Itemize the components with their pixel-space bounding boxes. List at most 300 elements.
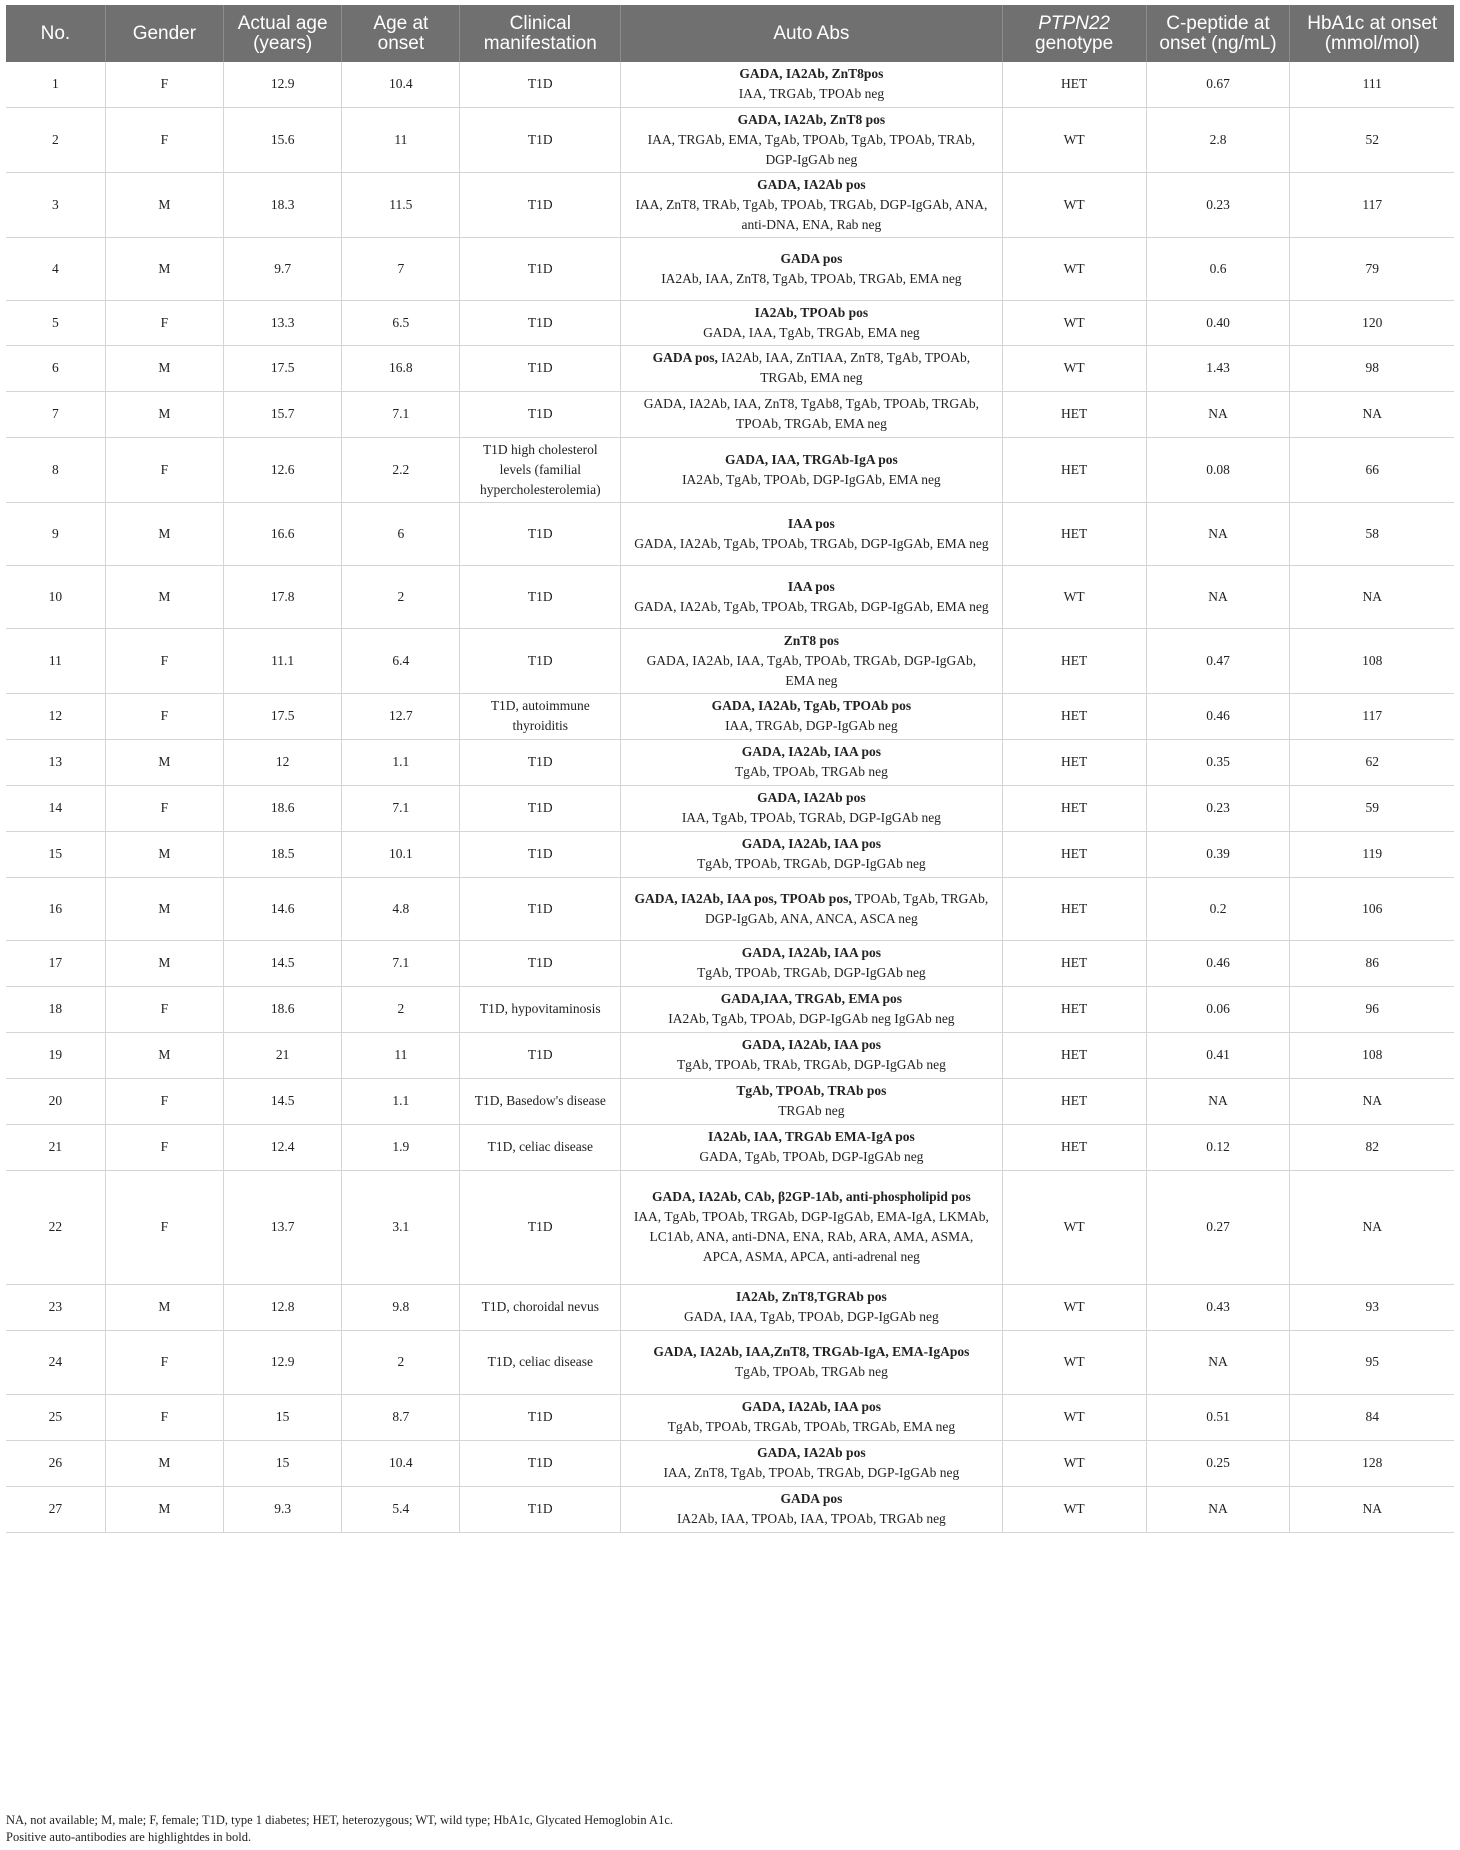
header-clinical-manifestation xyxy=(460,5,621,62)
cell-hba1c: 106 xyxy=(1290,877,1454,940)
cell-actual-age: 15.7 xyxy=(224,391,342,437)
header-auto-abs-line1: Auto Abs xyxy=(773,22,850,44)
header-actual-age-line1: Actual age xyxy=(237,12,328,34)
cell-actual-age: 15 xyxy=(224,1440,342,1486)
cell-c-peptide: 0.39 xyxy=(1146,831,1290,877)
cell-auto-abs xyxy=(621,107,1003,172)
header-no-line1: No. xyxy=(40,22,71,44)
auto-abs-positive: GADA, IA2Ab, IAA pos xyxy=(741,1399,881,1414)
table-row xyxy=(6,986,1454,1032)
cell-auto-abs xyxy=(621,785,1003,831)
cell-no: 22 xyxy=(6,1170,105,1284)
cell-actual-age: 12.9 xyxy=(224,1330,342,1394)
table-footnotes xyxy=(6,1812,1446,1846)
cell-hba1c: 108 xyxy=(1290,628,1454,693)
cell-gender: F xyxy=(105,628,223,693)
cell-age-at-onset: 7.1 xyxy=(342,940,460,986)
table-row xyxy=(6,1330,1454,1394)
cell-clinical-manifestation: T1D, celiac disease xyxy=(460,1330,621,1394)
cell-auto-abs xyxy=(621,1124,1003,1170)
cell-age-at-onset: 1.1 xyxy=(342,1078,460,1124)
auto-abs-negative: IA2Ab, TgAb, TPOAb, DGP-IgGAb, EMA neg xyxy=(682,471,941,487)
auto-abs-positive: GADA, IA2Ab pos xyxy=(757,790,866,805)
cell-age-at-onset: 5.4 xyxy=(342,1486,460,1532)
cell-ptpn22-genotype: WT xyxy=(1002,1284,1146,1330)
header-ptpn22-genotype-line2: genotype xyxy=(1035,32,1114,54)
auto-abs-negative: IA2Ab, IAA, ZnT8, TgAb, TPOAb, TRGAb, EMA neg xyxy=(661,270,962,286)
cell-hba1c: 58 xyxy=(1290,502,1454,565)
cell-no: 8 xyxy=(6,437,105,502)
cell-hba1c: 117 xyxy=(1290,693,1454,739)
cell-age-at-onset: 6.5 xyxy=(342,300,460,345)
cell-auto-abs xyxy=(621,1330,1003,1394)
cell-c-peptide: 0.08 xyxy=(1146,437,1290,502)
cell-gender: F xyxy=(105,1078,223,1124)
table-row xyxy=(6,877,1454,940)
cell-gender: F xyxy=(105,785,223,831)
cell-clinical-manifestation: T1D xyxy=(460,628,621,693)
cell-no: 21 xyxy=(6,1124,105,1170)
cell-gender: M xyxy=(105,739,223,785)
cell-clinical-manifestation: T1D xyxy=(460,1486,621,1532)
cell-ptpn22-genotype: WT xyxy=(1002,1170,1146,1284)
header-age-at-onset-line2: onset xyxy=(377,32,425,54)
cell-actual-age: 14.5 xyxy=(224,940,342,986)
auto-abs-positive: TPOAb pos, xyxy=(780,890,852,906)
cell-clinical-manifestation: T1D xyxy=(460,565,621,628)
cell-clinical-manifestation: T1D xyxy=(460,502,621,565)
auto-abs-positive: IAA pos xyxy=(787,515,835,531)
auto-abs-positive: GADA, IA2Ab, IAA pos xyxy=(741,836,881,851)
auto-abs-positive: GADA, IAA, TRGAb-IgA pos xyxy=(725,451,898,467)
cell-no: 14 xyxy=(6,785,105,831)
cell-auto-abs xyxy=(621,986,1003,1032)
cell-ptpn22-genotype: HET xyxy=(1002,986,1146,1032)
auto-abs-positive: TgAb, TPOAb, TRAb pos xyxy=(736,1083,887,1098)
cell-auto-abs xyxy=(621,502,1003,565)
auto-abs-positive: GADA, IA2Ab, ZnT8 pos xyxy=(737,111,886,127)
auto-abs-negative: GADA, TgAb, TPOAb, DGP-IgGAb neg xyxy=(699,1149,924,1164)
cell-hba1c: 108 xyxy=(1290,1032,1454,1078)
cell-actual-age: 13.7 xyxy=(224,1170,342,1284)
cell-gender: M xyxy=(105,237,223,300)
cell-hba1c: 98 xyxy=(1290,345,1454,391)
cell-hba1c: 86 xyxy=(1290,940,1454,986)
cell-age-at-onset: 10.1 xyxy=(342,831,460,877)
cell-clinical-manifestation: T1D xyxy=(460,237,621,300)
auto-abs-positive: GADA, IA2Ab, IAA,ZnT8, TRGAb-IgA, EMA-IgApos xyxy=(653,1344,970,1359)
cell-age-at-onset: 2 xyxy=(342,565,460,628)
cell-no: 6 xyxy=(6,345,105,391)
cell-hba1c: 120 xyxy=(1290,300,1454,345)
auto-abs-positive: GADA, IA2Ab, IAA pos, xyxy=(634,890,778,906)
table-row xyxy=(6,565,1454,628)
cell-hba1c: NA xyxy=(1290,391,1454,437)
auto-abs-negative: TgAb, TPOAb, TRGAb neg xyxy=(734,764,888,779)
cell-hba1c: 59 xyxy=(1290,785,1454,831)
cell-ptpn22-genotype: WT xyxy=(1002,107,1146,172)
auto-abs-negative: GADA, IA2Ab, TgAb, TPOAb, TRGAb, DGP-IgGAb, EMA neg xyxy=(634,598,989,614)
cell-ptpn22-genotype: WT xyxy=(1002,1330,1146,1394)
cell-no: 25 xyxy=(6,1394,105,1440)
cell-c-peptide: 0.25 xyxy=(1146,1440,1290,1486)
cell-actual-age: 17.5 xyxy=(224,693,342,739)
cell-auto-abs xyxy=(621,437,1003,502)
cell-c-peptide: 0.12 xyxy=(1146,1124,1290,1170)
table-row xyxy=(6,1440,1454,1486)
cell-auto-abs xyxy=(621,300,1003,345)
auto-abs-positive: GADA, IA2Ab, IAA pos xyxy=(741,744,881,759)
cell-hba1c: 79 xyxy=(1290,237,1454,300)
cell-no: 3 xyxy=(6,172,105,237)
cell-ptpn22-genotype: HET xyxy=(1002,437,1146,502)
cell-auto-abs xyxy=(621,345,1003,391)
cell-c-peptide: 0.2 xyxy=(1146,877,1290,940)
header-clinical-manifestation-line1: Clinical xyxy=(509,12,571,34)
cell-actual-age: 12.4 xyxy=(224,1124,342,1170)
cell-actual-age: 12.9 xyxy=(224,62,342,107)
cell-clinical-manifestation: T1D xyxy=(460,1394,621,1440)
cell-hba1c: 117 xyxy=(1290,172,1454,237)
cell-auto-abs xyxy=(621,1170,1003,1284)
table-row xyxy=(6,785,1454,831)
cell-auto-abs xyxy=(621,831,1003,877)
cell-c-peptide: 0.06 xyxy=(1146,986,1290,1032)
cell-actual-age: 14.6 xyxy=(224,877,342,940)
cell-no: 10 xyxy=(6,565,105,628)
cell-ptpn22-genotype: WT xyxy=(1002,172,1146,237)
cell-no: 11 xyxy=(6,628,105,693)
auto-abs-positive: GADA pos xyxy=(780,250,843,266)
cell-c-peptide: 0.27 xyxy=(1146,1170,1290,1284)
table-row xyxy=(6,237,1454,300)
cell-auto-abs xyxy=(621,1486,1003,1532)
cell-ptpn22-genotype: HET xyxy=(1002,739,1146,785)
cell-gender: M xyxy=(105,172,223,237)
header-gender xyxy=(105,5,223,62)
auto-abs-negative: IAA, ZnT8, TgAb, TPOAb, TRGAb, DGP-IgGAb neg xyxy=(663,1465,960,1480)
cell-no: 5 xyxy=(6,300,105,345)
cell-hba1c: 111 xyxy=(1290,62,1454,107)
cell-c-peptide: 0.46 xyxy=(1146,940,1290,986)
auto-abs-positive: IA2Ab, IAA, TRGAb EMA-IgA pos xyxy=(707,1129,915,1144)
cell-ptpn22-genotype: HET xyxy=(1002,62,1146,107)
cell-actual-age: 18.5 xyxy=(224,831,342,877)
auto-abs-negative: GADA, IA2Ab, IAA, ZnT8, TgAb8, TgAb, TPOAb, TRGAb, TPOAb, TRGAb, EMA neg xyxy=(643,396,980,431)
auto-abs-positive: GADA pos, xyxy=(652,350,718,365)
cell-c-peptide: 0.47 xyxy=(1146,628,1290,693)
cell-actual-age: 18.3 xyxy=(224,172,342,237)
footnote-bold-note: Positive auto-antibodies are highlightdes in bold. xyxy=(6,1830,252,1844)
cell-auto-abs xyxy=(621,172,1003,237)
cell-c-peptide: 0.43 xyxy=(1146,1284,1290,1330)
cell-auto-abs xyxy=(621,237,1003,300)
cell-age-at-onset: 4.8 xyxy=(342,877,460,940)
cell-c-peptide: 0.23 xyxy=(1146,172,1290,237)
cell-ptpn22-genotype: WT xyxy=(1002,300,1146,345)
cell-gender: F xyxy=(105,693,223,739)
cell-ptpn22-genotype: HET xyxy=(1002,940,1146,986)
cell-gender: M xyxy=(105,940,223,986)
cell-clinical-manifestation: T1D, Basedow's disease xyxy=(460,1078,621,1124)
cell-clinical-manifestation: T1D xyxy=(460,300,621,345)
table-row xyxy=(6,1394,1454,1440)
cell-hba1c: NA xyxy=(1290,1078,1454,1124)
auto-abs-negative: IAA, TgAb, TPOAb, TGRAb, DGP-IgGAb neg xyxy=(681,810,941,825)
auto-abs-positive: GADA, IA2Ab pos xyxy=(757,1445,866,1460)
header-actual-age-line2: (years) xyxy=(253,32,313,54)
cell-actual-age: 14.5 xyxy=(224,1078,342,1124)
cell-no: 19 xyxy=(6,1032,105,1078)
auto-abs-negative: GADA, IA2Ab, TgAb, TPOAb, TRGAb, DGP-IgGAb, EMA neg xyxy=(634,535,989,551)
cell-actual-age: 15 xyxy=(224,1394,342,1440)
table-row xyxy=(6,62,1454,107)
cell-gender: F xyxy=(105,1170,223,1284)
cell-age-at-onset: 1.9 xyxy=(342,1124,460,1170)
table-container xyxy=(6,5,1454,1533)
table-row xyxy=(6,628,1454,693)
cell-age-at-onset: 11 xyxy=(342,107,460,172)
cell-auto-abs xyxy=(621,739,1003,785)
cell-age-at-onset: 7.1 xyxy=(342,785,460,831)
cell-hba1c: 52 xyxy=(1290,107,1454,172)
cell-gender: M xyxy=(105,1032,223,1078)
cell-hba1c: 66 xyxy=(1290,437,1454,502)
header-ptpn22-genotype xyxy=(1002,5,1146,62)
cell-clinical-manifestation: T1D xyxy=(460,785,621,831)
table-row xyxy=(6,1078,1454,1124)
cell-c-peptide: 0.67 xyxy=(1146,62,1290,107)
auto-abs-negative: TgAb, TPOAb, TRAb, TRGAb, DGP-IgGAb neg xyxy=(676,1057,946,1072)
header-clinical-manifestation-line2: manifestation xyxy=(483,32,597,54)
cell-hba1c: 84 xyxy=(1290,1394,1454,1440)
cell-gender: M xyxy=(105,345,223,391)
header-hba1c-line1: HbA1c at onset xyxy=(1307,12,1438,34)
cell-gender: F xyxy=(105,1124,223,1170)
cell-age-at-onset: 11.5 xyxy=(342,172,460,237)
cell-gender: M xyxy=(105,1486,223,1532)
auto-abs-negative: TgAb, TPOAb, TRGAb neg xyxy=(734,1364,888,1379)
cell-age-at-onset: 1.1 xyxy=(342,739,460,785)
cell-clinical-manifestation: T1D high cholesterol levels (familial hypercholesterolemia) xyxy=(460,437,621,502)
auto-abs-positive: IA2Ab, ZnT8,TGRAb pos xyxy=(735,1289,887,1304)
cell-ptpn22-genotype: HET xyxy=(1002,785,1146,831)
cell-hba1c: NA xyxy=(1290,565,1454,628)
cell-auto-abs xyxy=(621,1078,1003,1124)
cell-c-peptide: 0.41 xyxy=(1146,1032,1290,1078)
cell-clinical-manifestation: T1D xyxy=(460,739,621,785)
cell-actual-age: 13.3 xyxy=(224,300,342,345)
cell-ptpn22-genotype: WT xyxy=(1002,345,1146,391)
cell-hba1c: 128 xyxy=(1290,1440,1454,1486)
table-row xyxy=(6,345,1454,391)
auto-abs-negative: GADA, IAA, TgAb, TPOAb, DGP-IgGAb neg xyxy=(683,1309,939,1324)
table-row xyxy=(6,1124,1454,1170)
auto-abs-negative: IAA, TRGAb, EMA, TgAb, TPOAb, TgAb, TPOAb, TRAb, DGP-IgGAb neg xyxy=(647,131,976,167)
cell-clinical-manifestation: T1D, autoimmune thyroiditis xyxy=(460,693,621,739)
cell-c-peptide: NA xyxy=(1146,1078,1290,1124)
cell-auto-abs xyxy=(621,565,1003,628)
header-c-peptide xyxy=(1146,5,1290,62)
cell-gender: M xyxy=(105,565,223,628)
cell-actual-age: 12 xyxy=(224,739,342,785)
header-actual-age xyxy=(224,5,342,62)
cell-hba1c: 119 xyxy=(1290,831,1454,877)
cell-ptpn22-genotype: HET xyxy=(1002,831,1146,877)
cell-c-peptide: 0.35 xyxy=(1146,739,1290,785)
cell-c-peptide: NA xyxy=(1146,391,1290,437)
auto-abs-positive: GADA, IA2Ab, IAA pos xyxy=(741,1037,881,1052)
cell-ptpn22-genotype: HET xyxy=(1002,391,1146,437)
table-row xyxy=(6,437,1454,502)
cell-ptpn22-genotype: WT xyxy=(1002,565,1146,628)
cell-clinical-manifestation: T1D, celiac disease xyxy=(460,1124,621,1170)
cell-age-at-onset: 9.8 xyxy=(342,1284,460,1330)
cell-no: 23 xyxy=(6,1284,105,1330)
cell-no: 18 xyxy=(6,986,105,1032)
cell-no: 7 xyxy=(6,391,105,437)
cell-hba1c: 93 xyxy=(1290,1284,1454,1330)
cell-auto-abs xyxy=(621,693,1003,739)
cell-gender: M xyxy=(105,877,223,940)
cell-auto-abs xyxy=(621,940,1003,986)
auto-abs-positive: GADA, IA2Ab, CAb, β2GP-1Ab, anti-phospholipid pos xyxy=(651,1189,971,1204)
cell-age-at-onset: 2 xyxy=(342,1330,460,1394)
cell-actual-age: 11.1 xyxy=(224,628,342,693)
cell-gender: M xyxy=(105,391,223,437)
cell-ptpn22-genotype: HET xyxy=(1002,1078,1146,1124)
cell-gender: M xyxy=(105,1284,223,1330)
cell-c-peptide: NA xyxy=(1146,1486,1290,1532)
auto-abs-positive: GADA, IA2Ab, TgAb, TPOAb pos xyxy=(711,698,912,713)
cell-auto-abs xyxy=(621,628,1003,693)
cell-c-peptide: 1.43 xyxy=(1146,345,1290,391)
auto-abs-negative: TgAb, TPOAb, TRGAb, DGP-IgGAb neg xyxy=(697,856,926,871)
cell-ptpn22-genotype: HET xyxy=(1002,1032,1146,1078)
cell-hba1c: 82 xyxy=(1290,1124,1454,1170)
table-header-row xyxy=(6,5,1454,62)
cell-c-peptide: 0.23 xyxy=(1146,785,1290,831)
auto-abs-positive: ZnT8 pos xyxy=(783,632,839,648)
cell-c-peptide: NA xyxy=(1146,1330,1290,1394)
cell-no: 4 xyxy=(6,237,105,300)
table-row xyxy=(6,831,1454,877)
cell-clinical-manifestation: T1D xyxy=(460,940,621,986)
auto-abs-negative: IAA, TgAb, TPOAb, TRGAb, DGP-IgGAb, EMA-IgA, LKMAb, LC1Ab, ANA, anti-DNA, ENA, RAb, ARA, AMA, ASMA, APCA, ASMA, APCA, anti-adrenal neg xyxy=(633,1209,989,1264)
header-hba1c xyxy=(1290,5,1454,62)
auto-abs-positive: IAA pos xyxy=(787,578,835,594)
cell-no: 2 xyxy=(6,107,105,172)
cell-gender: F xyxy=(105,107,223,172)
cell-clinical-manifestation: T1D xyxy=(460,62,621,107)
auto-abs-negative: GADA, IA2Ab, IAA, TgAb, TPOAb, TRGAb, DGP-IgGAb, EMA neg xyxy=(646,652,977,688)
cell-age-at-onset: 2 xyxy=(342,986,460,1032)
auto-abs-positive: GADA, IA2Ab, IAA pos xyxy=(741,945,881,960)
cell-no: 26 xyxy=(6,1440,105,1486)
header-age-at-onset-line1: Age at xyxy=(373,12,429,34)
cell-clinical-manifestation: T1D xyxy=(460,1170,621,1284)
cell-age-at-onset: 10.4 xyxy=(342,1440,460,1486)
cell-auto-abs xyxy=(621,1284,1003,1330)
table-body xyxy=(6,62,1454,1532)
table-row xyxy=(6,1032,1454,1078)
table-row xyxy=(6,1170,1454,1284)
cell-hba1c: NA xyxy=(1290,1170,1454,1284)
cell-clinical-manifestation: T1D, hypovitaminosis xyxy=(460,986,621,1032)
cell-gender: M xyxy=(105,502,223,565)
cell-actual-age: 21 xyxy=(224,1032,342,1078)
auto-abs-negative: IAA, TRGAb, DGP-IgGAb neg xyxy=(725,718,898,733)
cell-gender: F xyxy=(105,300,223,345)
cell-auto-abs xyxy=(621,1440,1003,1486)
cell-hba1c: NA xyxy=(1290,1486,1454,1532)
cell-ptpn22-genotype: WT xyxy=(1002,1394,1146,1440)
cell-actual-age: 12.8 xyxy=(224,1284,342,1330)
table-row xyxy=(6,940,1454,986)
cell-gender: F xyxy=(105,986,223,1032)
cell-no: 17 xyxy=(6,940,105,986)
cell-hba1c: 96 xyxy=(1290,986,1454,1032)
auto-abs-negative: IAA, ZnT8, TRAb, TgAb, TPOAb, TRGAb, DGP-IgGAb, ANA, anti-DNA, ENA, Rab neg xyxy=(635,196,988,232)
cell-actual-age: 15.6 xyxy=(224,107,342,172)
auto-abs-positive: IA2Ab, TPOAb pos xyxy=(754,304,869,320)
cell-ptpn22-genotype: HET xyxy=(1002,1124,1146,1170)
table-row xyxy=(6,502,1454,565)
cell-age-at-onset: 8.7 xyxy=(342,1394,460,1440)
cell-actual-age: 16.6 xyxy=(224,502,342,565)
cell-age-at-onset: 6.4 xyxy=(342,628,460,693)
auto-abs-negative: IA2Ab, IAA, TPOAb, IAA, TPOAb, TRGAb neg xyxy=(676,1511,946,1526)
cell-age-at-onset: 16.8 xyxy=(342,345,460,391)
cell-ptpn22-genotype: HET xyxy=(1002,693,1146,739)
auto-abs-negative: IAA, TRGAb, TPOAb neg xyxy=(738,86,885,102)
cell-clinical-manifestation: T1D xyxy=(460,831,621,877)
table-row xyxy=(6,107,1454,172)
patient-characteristics-table xyxy=(6,5,1454,1533)
cell-age-at-onset: 2.2 xyxy=(342,437,460,502)
table-row xyxy=(6,172,1454,237)
cell-ptpn22-genotype: WT xyxy=(1002,237,1146,300)
header-age-at-onset xyxy=(342,5,460,62)
cell-clinical-manifestation: T1D xyxy=(460,1440,621,1486)
cell-actual-age: 18.6 xyxy=(224,785,342,831)
cell-c-peptide: 0.46 xyxy=(1146,693,1290,739)
auto-abs-positive: GADA, IA2Ab, ZnT8pos xyxy=(739,66,884,82)
cell-actual-age: 17.5 xyxy=(224,345,342,391)
auto-abs-positive: GADA,IAA, TRGAb, EMA pos xyxy=(720,991,903,1006)
cell-no: 24 xyxy=(6,1330,105,1394)
cell-age-at-onset: 12.7 xyxy=(342,693,460,739)
cell-gender: F xyxy=(105,437,223,502)
auto-abs-positive: GADA, IA2Ab pos xyxy=(757,176,866,192)
cell-age-at-onset: 3.1 xyxy=(342,1170,460,1284)
cell-gender: M xyxy=(105,831,223,877)
table-row xyxy=(6,1486,1454,1532)
cell-actual-age: 18.6 xyxy=(224,986,342,1032)
cell-clinical-manifestation: T1D xyxy=(460,172,621,237)
header-gender-line1: Gender xyxy=(132,22,197,44)
cell-gender: M xyxy=(105,1440,223,1486)
header-ptpn22-genotype-line1: PTPN22 xyxy=(1038,12,1110,34)
cell-hba1c: 62 xyxy=(1290,739,1454,785)
auto-abs-negative: TgAb, TPOAb, TRGAb, TPOAb, TRGAb, EMA neg xyxy=(667,1419,956,1434)
cell-no: 1 xyxy=(6,62,105,107)
auto-abs-negative: GADA, IAA, TgAb, TRGAb, EMA neg xyxy=(703,324,920,340)
cell-ptpn22-genotype: HET xyxy=(1002,877,1146,940)
cell-actual-age: 9.7 xyxy=(224,237,342,300)
cell-clinical-manifestation: T1D xyxy=(460,1032,621,1078)
table-row xyxy=(6,1284,1454,1330)
